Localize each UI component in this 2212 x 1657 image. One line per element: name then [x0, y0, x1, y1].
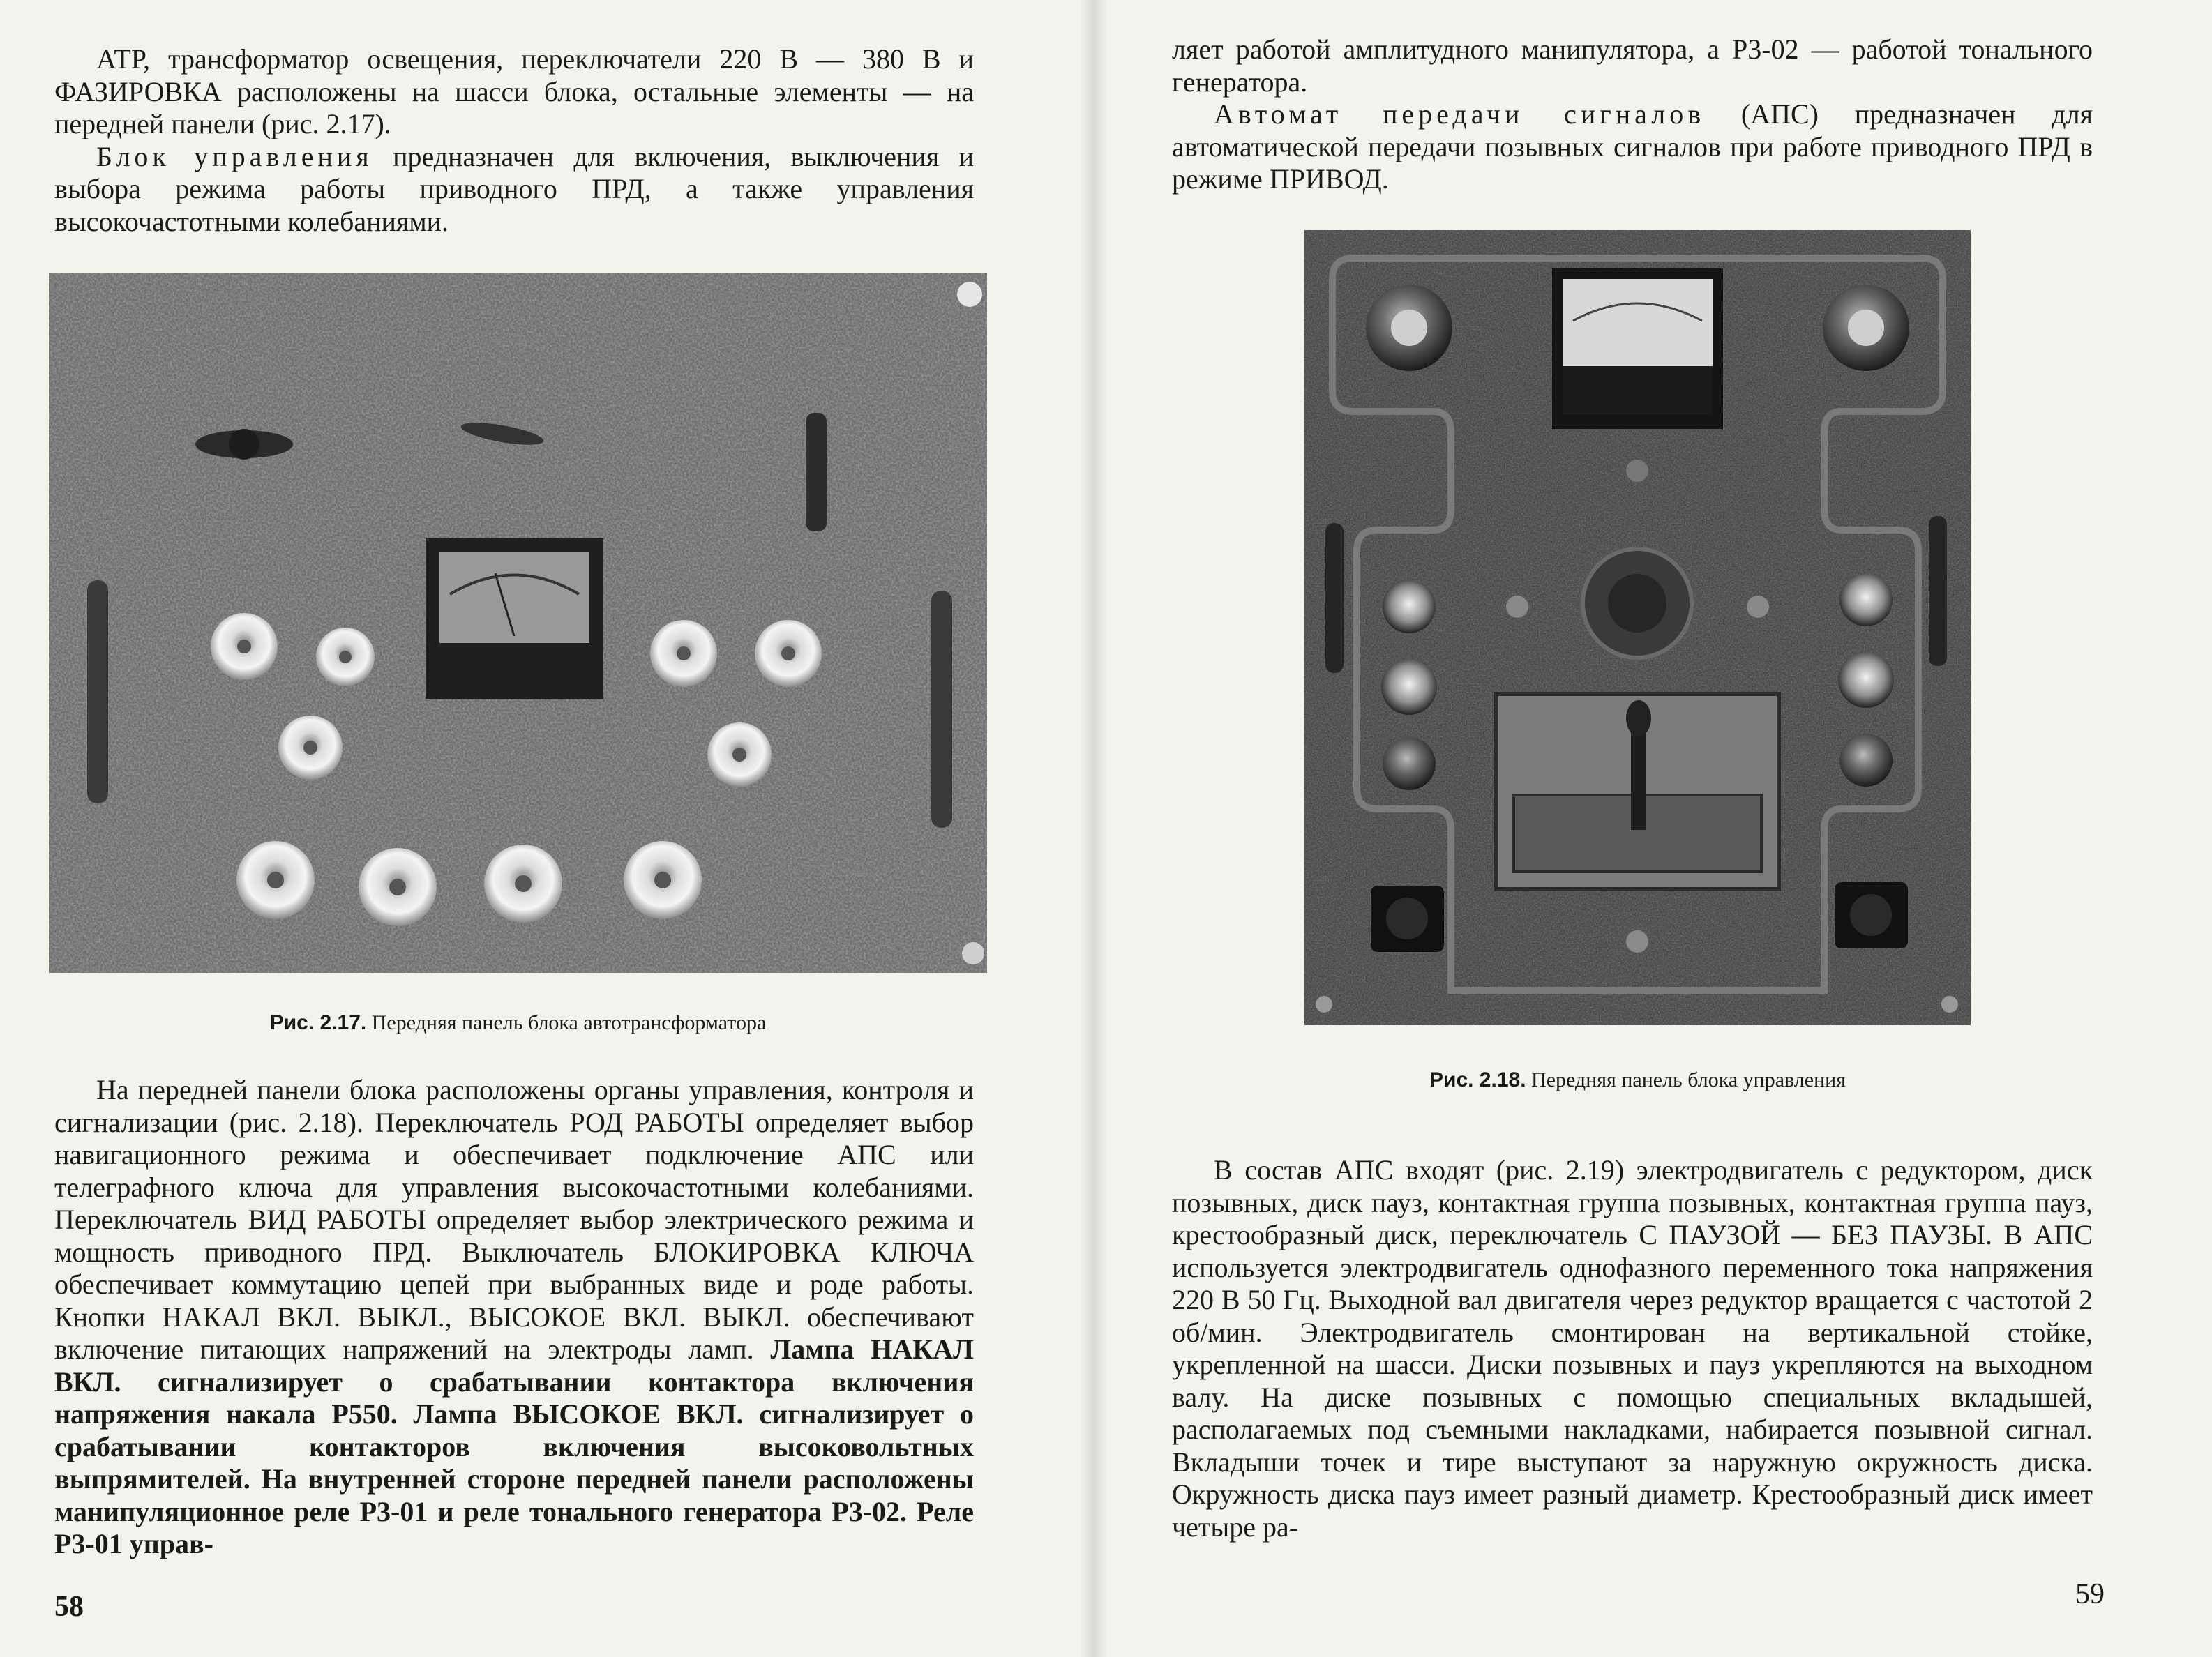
page-number-right: 59 [2075, 1578, 2105, 1610]
left-page [0, 0, 1088, 1657]
right-paragraph-1: ляет работой амплитудного манипулятора, а Р3-02 — работой тонального генератора. [1172, 33, 2093, 98]
left-paragraph-2-rest: предназначен для включения, выключения и выбора режима работы приводного ПРД, а также управления высокочастотными колебаниями. [54, 140, 975, 237]
page-number-left: 58 [54, 1591, 84, 1623]
right-paragraph-3: В состав АПС входят (рис. 2.19) электродвигатель с редуктором, диск позывных, диск пауз, контактная группа позывных, контактная группа пауз, крестообразный диск, переключатель С ПАУЗОЙ — БЕЗ ПАУЗЫ. В АПС используется электродвигатель однофазного переменного тока напряжения 220 В 50 Гц. Выходной вал двигателя через редуктор вращается с частотой 2 об/мин. Электродвигатель смонтирован на вертикальной стойке, укрепленной на шасси. Диски позывных и пауз укрепляются на выходном валу. На диске позывных с помощью специальных вкладышей, располагаемых под съемными накладками, набирается позывной сигнал. Вкладыши точек и тире выступают за наружную окружность диска. Окружность диска пауз имеет разный диаметр. Крестообразный диск имеет четыре ра- [1172, 1154, 2093, 1543]
right-paragraph-2-lead: Автомат передачи сигналов [1214, 98, 1706, 130]
right-paragraph-2 [1172, 98, 2093, 196]
figure-2-18-label: Рис. 2.18. [1429, 1068, 1526, 1091]
left-paragraph-3-regular: На передней панели блока расположены органы управления, контроля и сигнализации (рис. 2.18). Переключатель РОД РАБОТЫ определяет выбор навигационного режима и обеспечивает подключение АПС или телеграфного ключа для управления высокочастотными колебаниями. Переключатель ВИД РАБОТЫ определяет выбор электрического режима и мощность приводного ПРД. Выключатель БЛОКИРОВКА КЛЮЧА обеспечивает коммутацию цепей при выбранных виде и роде работы. Кнопки НАКАЛ ВКЛ. ВЫКЛ., ВЫСОКОЕ ВКЛ. ВЫКЛ. обеспечивают включение питающих напряжений на электроды ламп. [54, 1074, 974, 1365]
figure-2-17-caption [49, 1011, 987, 1035]
right-paragraph-2-rest: (АПС) предназначен для автоматической передачи позывных сигналов при работе приводного ПРД в режиме ПРИВОД. [1172, 98, 2093, 195]
left-paragraph-2 [54, 141, 974, 239]
figure-2-18-caption-text: Передняя панель блока управления [1526, 1068, 1846, 1091]
figure-2-17-caption-text: Передняя панель блока автотрансформатора [366, 1011, 767, 1034]
left-bottom-text [54, 1074, 974, 1561]
figure-2-18-photo [1304, 230, 1971, 1025]
left-paragraph-3 [54, 1074, 974, 1561]
figure-2-17-photo [49, 273, 987, 973]
left-paragraph-1: АТР, трансформатор освещения, переключатели 220 В — 380 В и ФАЗИРОВКА расположены на шасси блока, остальные элементы — на передней панели (рис. 2.17). [54, 43, 974, 139]
left-paragraph-3-bold: Лампа НАКАЛ ВКЛ. сигнализирует о срабатывании контактора включения напряжения накала Р550. Лампа ВЫСОКОЕ ВКЛ. сигнализирует о срабатывании контакторов включения высоковольтных выпрямителей. На внутренней стороне передней панели расположены манипуляционное реле Р3-01 и реле тонального генератора Р3-02. Реле Р3-01 управ- [54, 1333, 974, 1559]
left-top-text [54, 43, 974, 238]
right-page [1095, 0, 2212, 1657]
figure-2-18-caption [1304, 1068, 1971, 1092]
left-paragraph-2-lead: Блок управления [96, 140, 373, 172]
figure-2-17-label: Рис. 2.17. [269, 1011, 367, 1034]
right-bottom-text [1172, 1154, 2093, 1543]
right-top-text [1172, 33, 2093, 196]
